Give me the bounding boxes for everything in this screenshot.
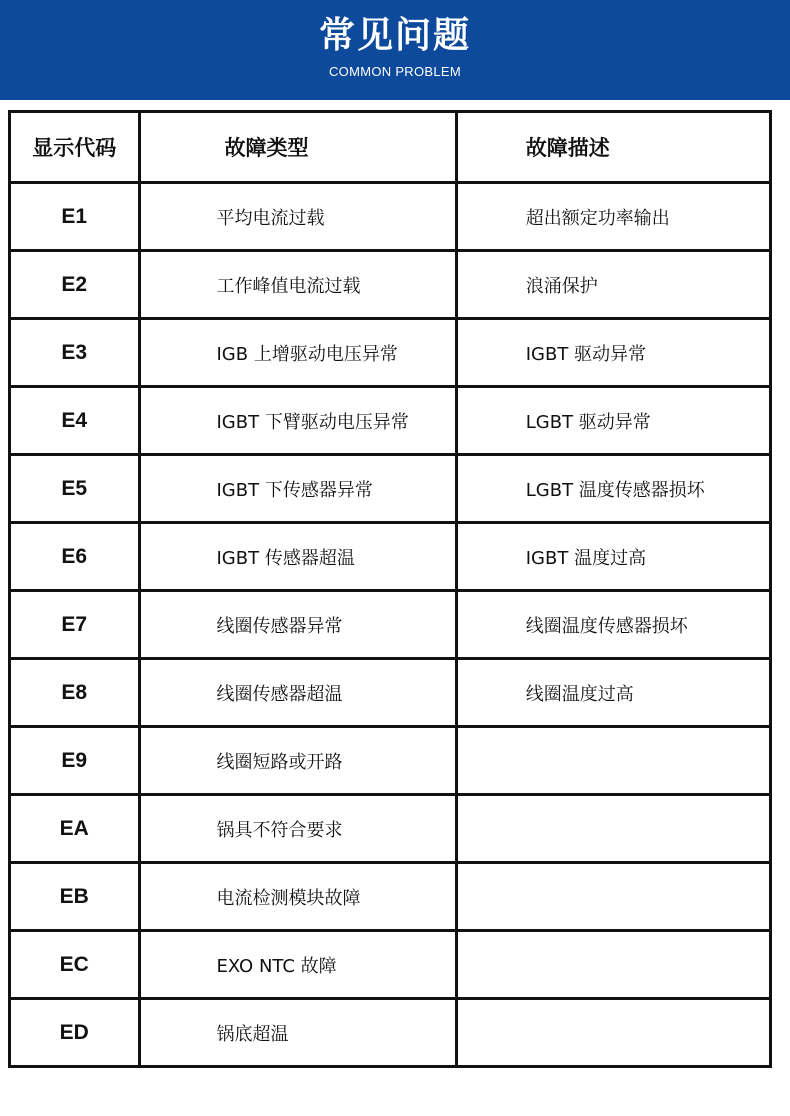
fault-type-cell xyxy=(139,931,456,999)
fault-code-cell: E7 xyxy=(10,591,140,659)
fault-type-text: 电流检测模块故障 xyxy=(216,887,361,909)
fault-type-cell xyxy=(139,387,456,455)
fault-description-cell xyxy=(456,727,770,795)
fault-description-cell xyxy=(456,999,770,1067)
table-row xyxy=(10,319,771,387)
fault-type-text: 锅底超温 xyxy=(216,1023,289,1045)
fault-type-text: IGBT 下臂驱动电压异常 xyxy=(216,411,409,433)
table-row xyxy=(10,727,771,795)
fault-type-cell xyxy=(139,523,456,591)
page-subtitle: COMMON PROBLEM xyxy=(328,64,462,79)
fault-type-text: 平均电流过载 xyxy=(216,207,325,229)
page-title: 常见问题 xyxy=(318,15,471,56)
fault-description-text: IGBT 驱动异常 xyxy=(525,343,647,365)
fault-code-cell: E8 xyxy=(10,659,140,727)
table-row xyxy=(10,999,771,1067)
fault-code-cell: E1 xyxy=(10,183,140,251)
table-row xyxy=(10,251,771,319)
table-row xyxy=(10,931,771,999)
fault-description-cell xyxy=(456,387,770,455)
fault-code-cell: ED xyxy=(10,999,140,1067)
fault-type-cell xyxy=(139,591,456,659)
fault-type-cell xyxy=(139,863,456,931)
table-row xyxy=(10,455,771,523)
fault-type-cell xyxy=(139,183,456,251)
fault-description-cell xyxy=(456,183,770,251)
table-row xyxy=(10,795,771,863)
fault-code-cell: EC xyxy=(10,931,140,999)
fault-description-text xyxy=(458,1022,526,1043)
fault-type-text: 工作峰值电流过载 xyxy=(216,275,361,297)
fault-type-cell xyxy=(139,659,456,727)
fault-type-cell xyxy=(139,795,456,863)
fault-description-text: LGBT 驱动异常 xyxy=(525,411,651,433)
fault-description-text: 浪涌保护 xyxy=(525,275,598,297)
table-row xyxy=(10,523,771,591)
column-header-code: 显示代码 xyxy=(10,112,140,183)
table-row xyxy=(10,183,771,251)
fault-description-cell xyxy=(456,591,770,659)
fault-code-cell: E5 xyxy=(10,455,140,523)
fault-type-text: 线圈短路或开路 xyxy=(216,751,343,773)
fault-type-text: 线圈传感器超温 xyxy=(216,683,343,705)
fault-type-text: 线圈传感器异常 xyxy=(216,615,343,637)
fault-code-cell: E9 xyxy=(10,727,140,795)
table-header-row xyxy=(10,112,771,183)
fault-description-cell xyxy=(456,319,770,387)
fault-code-cell: E2 xyxy=(10,251,140,319)
fault-code-cell: E3 xyxy=(10,319,140,387)
table-row xyxy=(10,863,771,931)
fault-description-text xyxy=(458,750,526,771)
fault-description-text xyxy=(458,818,526,839)
table-row xyxy=(10,591,771,659)
fault-description-cell xyxy=(456,795,770,863)
fault-type-text: IGBT 下传感器异常 xyxy=(216,479,373,501)
fault-description-text xyxy=(458,954,526,975)
fault-description-cell xyxy=(456,931,770,999)
fault-description-cell xyxy=(456,863,770,931)
fault-type-cell xyxy=(139,455,456,523)
column-header-description: 故障描述 xyxy=(456,112,770,183)
fault-description-cell xyxy=(456,523,770,591)
fault-type-cell xyxy=(139,251,456,319)
fault-description-cell xyxy=(456,659,770,727)
fault-description-text xyxy=(458,886,526,907)
fault-code-table xyxy=(8,110,772,1068)
fault-code-cell: EA xyxy=(10,795,140,863)
fault-description-cell xyxy=(456,455,770,523)
header-banner xyxy=(0,0,790,100)
fault-type-text: IGBT 传感器超温 xyxy=(216,547,355,569)
fault-description-text: 超出额定功率输出 xyxy=(525,207,670,229)
fault-description-text: LGBT 温度传感器损坏 xyxy=(525,479,705,501)
column-header-type: 故障类型 xyxy=(139,112,456,183)
fault-type-text: EXO NTC 故障 xyxy=(216,955,337,977)
fault-description-cell xyxy=(456,251,770,319)
fault-description-text: IGBT 温度过高 xyxy=(525,547,647,569)
fault-type-cell xyxy=(139,319,456,387)
fault-type-cell xyxy=(139,727,456,795)
fault-code-cell: E6 xyxy=(10,523,140,591)
fault-type-cell xyxy=(139,999,456,1067)
fault-code-cell: E4 xyxy=(10,387,140,455)
fault-type-text: 锅具不符合要求 xyxy=(216,819,343,841)
fault-description-text: 线圈温度传感器损坏 xyxy=(525,615,688,637)
fault-description-text: 线圈温度过高 xyxy=(525,683,634,705)
fault-type-text: IGB 上增驱动电压异常 xyxy=(216,343,398,365)
table-row xyxy=(10,387,771,455)
fault-code-cell: EB xyxy=(10,863,140,931)
table-row xyxy=(10,659,771,727)
